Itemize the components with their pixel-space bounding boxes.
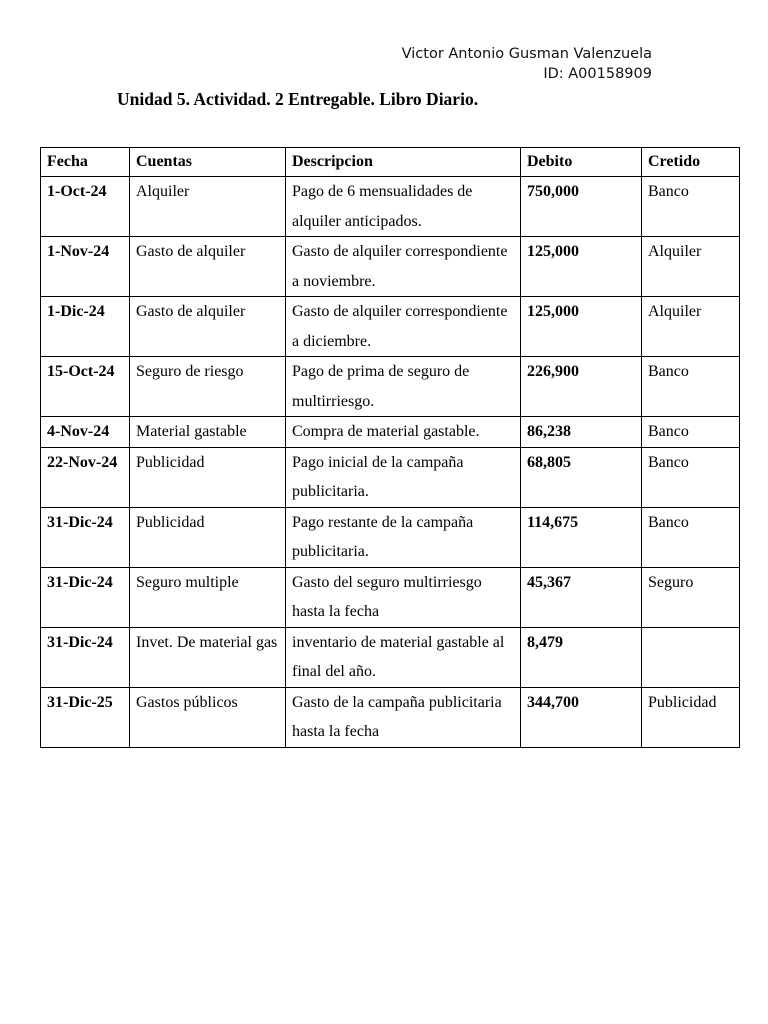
cell-cuenta: Gasto de alquiler — [130, 237, 286, 297]
author-block — [402, 44, 652, 84]
cell-debito: 125,000 — [521, 297, 642, 357]
cell-cuenta: Material gastable — [130, 417, 286, 448]
table-header — [41, 148, 740, 177]
cell-cuenta: Gastos públicos — [130, 687, 286, 747]
author-name: Victor Antonio Gusman Valenzuela — [401, 46, 652, 62]
cell-fecha: 15-Oct-24 — [41, 357, 130, 417]
cell-descripcion: Gasto de la campaña publicitaria hasta la fecha — [286, 687, 521, 747]
cell-fecha: 31-Dic-24 — [41, 507, 130, 567]
table-row — [41, 177, 740, 237]
cell-credito: Banco — [642, 357, 740, 417]
table-row — [41, 447, 740, 507]
column-header-cuentas: Cuentas — [130, 148, 286, 177]
column-header-debito: Debito — [521, 148, 642, 177]
cell-cuenta: Gasto de alquiler — [130, 297, 286, 357]
cell-debito: 750,000 — [521, 177, 642, 237]
table-row — [41, 627, 740, 687]
cell-credito: Alquiler — [642, 237, 740, 297]
cell-credito: Banco — [642, 417, 740, 448]
cell-cuenta: Publicidad — [130, 507, 286, 567]
cell-fecha: 1-Nov-24 — [41, 237, 130, 297]
cell-credito: Alquiler — [642, 297, 740, 357]
cell-descripcion: Pago restante de la campaña publicitaria. — [286, 507, 521, 567]
table-body — [41, 177, 740, 748]
cell-credito: Publicidad — [642, 687, 740, 747]
cell-fecha: 1-Dic-24 — [41, 297, 130, 357]
cell-cuenta: Publicidad — [130, 447, 286, 507]
cell-debito: 86,238 — [521, 417, 642, 448]
header-row — [41, 148, 740, 177]
table-row — [41, 297, 740, 357]
cell-fecha: 31-Dic-24 — [41, 627, 130, 687]
cell-descripcion: Compra de material gastable. — [286, 417, 521, 448]
journal-table — [40, 147, 740, 748]
table-row — [41, 687, 740, 747]
cell-descripcion: Pago inicial de la campaña publicitaria. — [286, 447, 521, 507]
cell-cuenta: Alquiler — [130, 177, 286, 237]
cell-debito: 125,000 — [521, 237, 642, 297]
cell-fecha: 31-Dic-24 — [41, 567, 130, 627]
cell-credito: Banco — [642, 507, 740, 567]
cell-descripcion: Pago de prima de seguro de multirriesgo. — [286, 357, 521, 417]
cell-descripcion: inventario de material gastable al final del año. — [286, 627, 521, 687]
cell-descripcion: Gasto de alquiler correspondiente a noviembre. — [286, 237, 521, 297]
cell-fecha: 22-Nov-24 — [41, 447, 130, 507]
table-row — [41, 417, 740, 448]
cell-credito — [642, 627, 740, 687]
author-id: ID: A00158909 — [543, 66, 652, 82]
cell-descripcion: Gasto del seguro multirriesgo hasta la fecha — [286, 567, 521, 627]
cell-debito: 45,367 — [521, 567, 642, 627]
cell-cuenta: Invet. De material gas — [130, 627, 286, 687]
cell-descripcion: Gasto de alquiler correspondiente a diciembre. — [286, 297, 521, 357]
table-row — [41, 237, 740, 297]
cell-credito: Banco — [642, 447, 740, 507]
table-row — [41, 357, 740, 417]
cell-debito: 68,805 — [521, 447, 642, 507]
cell-credito: Banco — [642, 177, 740, 237]
cell-fecha: 1-Oct-24 — [41, 177, 130, 237]
column-header-fecha: Fecha — [41, 148, 130, 177]
cell-cuenta: Seguro multiple — [130, 567, 286, 627]
document-title: Unidad 5. Actividad. 2 Entregable. Libro Diario. — [117, 89, 479, 109]
cell-fecha: 31-Dic-25 — [41, 687, 130, 747]
column-header-descripcion: Descripcion — [286, 148, 521, 177]
column-header-credito: Cretido — [642, 148, 740, 177]
table-row — [41, 567, 740, 627]
cell-debito: 344,700 — [521, 687, 642, 747]
cell-credito: Seguro — [642, 567, 740, 627]
cell-debito: 226,900 — [521, 357, 642, 417]
table-row — [41, 507, 740, 567]
cell-descripcion: Pago de 6 mensualidades de alquiler anticipados. — [286, 177, 521, 237]
cell-debito: 8,479 — [521, 627, 642, 687]
cell-cuenta: Seguro de riesgo — [130, 357, 286, 417]
cell-debito: 114,675 — [521, 507, 642, 567]
cell-fecha: 4-Nov-24 — [41, 417, 130, 448]
